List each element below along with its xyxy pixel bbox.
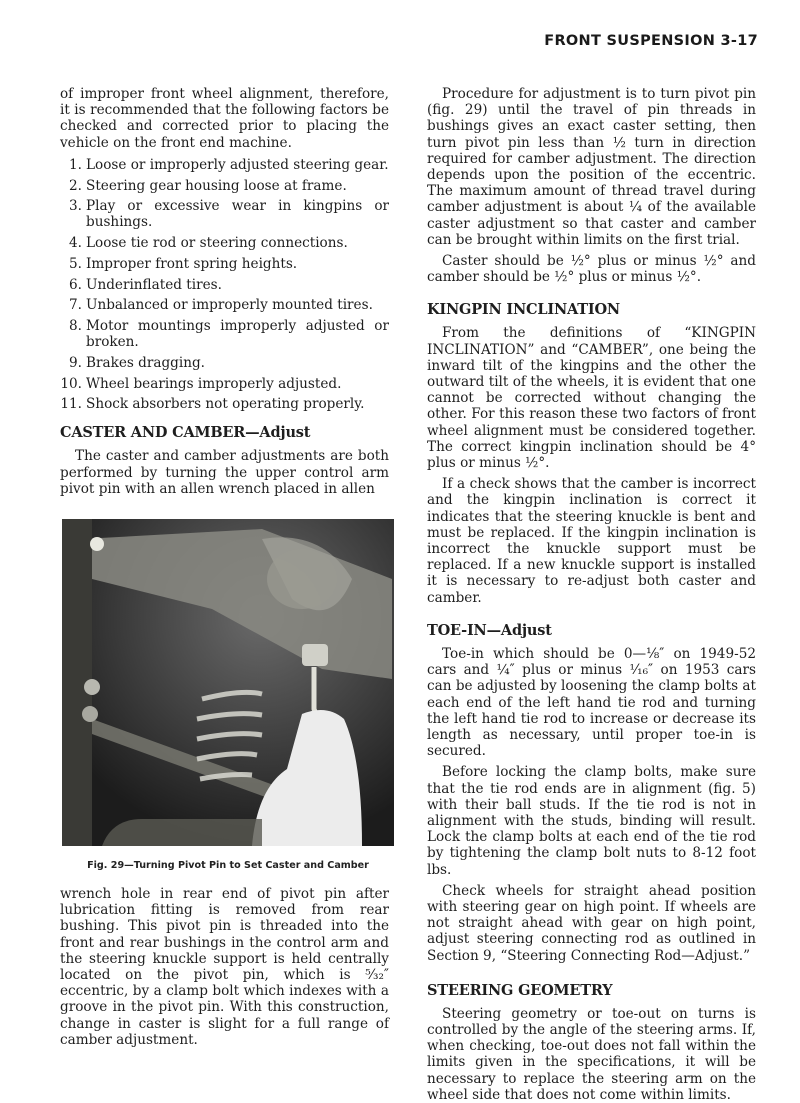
- list-text: Unbalanced or improperly mounted tires.: [86, 297, 373, 314]
- paragraph: If a check shows that the camber is incorrect and the kingpin inclination is correct it indicates that the steering knuckle is bent and must be replaced. If the kingpin inclination is incorrect the knuckle support must be replaced. If a new knuckle support is installed it is necessary to re-adjust both caster and camber.: [427, 476, 756, 606]
- list-text: Brakes dragging.: [86, 354, 206, 371]
- list-item: [60, 277, 389, 293]
- list-number: 10.: [60, 375, 82, 392]
- list-item: [60, 198, 389, 230]
- list-number: 2.: [69, 177, 82, 194]
- section-kingpin-inclination: [427, 301, 756, 605]
- intro-paragraph: of improper front wheel alignment, therefore, it is recommended that the following factors be checked and corrected prior to placing the vehicle on the front end machine.: [60, 86, 389, 151]
- list-item: [60, 178, 389, 194]
- list-number: 7.: [69, 297, 82, 314]
- left-column-continued: [60, 886, 389, 1048]
- pivot-pin-nut: [302, 644, 328, 666]
- list-item: [60, 157, 389, 173]
- list-text: Shock absorbers not operating properly.: [86, 396, 365, 413]
- list-number: 3.: [69, 198, 82, 215]
- list-item: [60, 256, 389, 272]
- figure-29-photo: [62, 519, 394, 846]
- list-number: 11.: [60, 396, 82, 413]
- list-number: 9.: [69, 354, 82, 371]
- paragraph: Procedure for adjustment is to turn pivot pin (fig. 29) until the travel of pin threads in bushings gives an exact caster setting, then turn pivot pin less than ½ turn in direction required for camber adjustment. The direction depends upon the position of the eccentric. The maximum amount of thread travel during camber adjustment is about ¼ of the available caster adjustment so that caster and camber can be brought within limits on the first trial.: [427, 86, 756, 248]
- list-text: Loose tie rod or steering connections.: [86, 235, 348, 252]
- list-item: [60, 355, 389, 371]
- page-header: FRONT SUSPENSION 3-17: [544, 33, 758, 49]
- list-text: Steering gear housing loose at frame.: [86, 177, 347, 194]
- list-text: Motor mountings improperly adjusted or broken.: [86, 317, 389, 351]
- list-item: [60, 235, 389, 251]
- list-number: 1.: [69, 156, 82, 173]
- list-number: 5.: [69, 255, 82, 272]
- left-column: [60, 86, 389, 497]
- paragraph: Caster should be ½° plus or minus ½° and camber should be ½° plus or minus ½°.: [427, 253, 756, 286]
- paragraph: Before locking the clamp bolts, make sure that the tie rod ends are in alignment (fig. 5) with their ball studs. If the tie rod is not in alignment with the studs, binding will result. Lock the clamp bolts at each end of the tie rod by tightening the clamp bolt nuts to 8-12 foot lbs.: [427, 764, 756, 878]
- list-text: Loose or improperly adjusted steering gear.: [86, 156, 389, 173]
- section-caster-camber: [60, 424, 389, 497]
- list-text: Improper front spring heights.: [86, 255, 298, 272]
- list-item: [60, 396, 389, 412]
- list-number: 6.: [69, 276, 82, 293]
- bolt-head: [90, 537, 104, 551]
- list-text: Play or excessive wear in kingpins or bushings.: [86, 198, 389, 231]
- paragraph: From the definitions of “KINGPIN INCLINATION” and “CAMBER”, one being the inward tilt of the kingpins and the other the outward tilt of the wheels, it is evident that one cannot be corrected without changing the other. For this reason these two factors of front wheel alignment must be considered together. The correct kingpin inclination should be 4° plus or minus ½°.: [427, 325, 756, 472]
- figure-caption: Fig. 29—Turning Pivot Pin to Set Caster and Camber: [87, 860, 369, 871]
- section-heading: KINGPIN INCLINATION: [427, 301, 620, 319]
- paragraph: Toe-in which should be 0—⅛″ on 1949-52 cars and ¼″ plus or minus ¹⁄₁₆″ on 1953 cars can be adjusted by loosening the clamp bolts at each end of the left hand tie rod and turning the left hand tie rod to increase or decrease its length as necessary, until proper toe-in is secured.: [427, 645, 756, 760]
- paragraph: The caster and camber adjustments are both performed by turning the upper control arm pivot pin with an allen wrench placed in allen: [60, 448, 389, 497]
- alignment-factors-list: [60, 157, 389, 413]
- section-heading: STEERING GEOMETRY: [427, 981, 613, 999]
- list-item: [60, 318, 389, 350]
- list-item: [60, 376, 389, 392]
- list-item: [60, 297, 389, 313]
- right-column: [427, 86, 756, 1103]
- paragraph: wrench hole in rear end of pivot pin after lubrication fitting is removed from rear bushing. This pivot pin is threaded into the front and rear bushings in the control arm and the steering knuckle support is held centrally located on the pivot pin, which is ⁵⁄₃₂″ eccentric, by a clamp bolt which indexes with a groove in the pivot pin. With this construction, change in caster is slight for a full range of camber adjustment.: [60, 886, 389, 1048]
- section-heading: TOE-IN—Adjust: [427, 621, 552, 639]
- list-text: Underinflated tires.: [86, 276, 222, 293]
- pivot-pin-photo-illustration: [62, 519, 394, 846]
- list-text: Wheel bearings improperly adjusted.: [86, 375, 342, 392]
- section-toe-in: [427, 622, 756, 964]
- paragraph: Steering geometry or toe-out on turns is controlled by the angle of the steering arms. If, when checking, toe-out does not fall within the limits given in the specifications, it will be necessary to replace the steering arm on the wheel side that does not come within limits.: [427, 1005, 756, 1103]
- section-heading: CASTER AND CAMBER—Adjust: [60, 424, 311, 442]
- paragraph: Check wheels for straight ahead position with steering gear on high point. If wheels are not straight ahead with gear on high point, adjust steering connecting rod as outlined in Section 9, “Steering Connecting Rod—Adjust.”: [427, 882, 756, 964]
- list-number: 4.: [69, 235, 82, 252]
- list-number: 8.: [69, 317, 82, 334]
